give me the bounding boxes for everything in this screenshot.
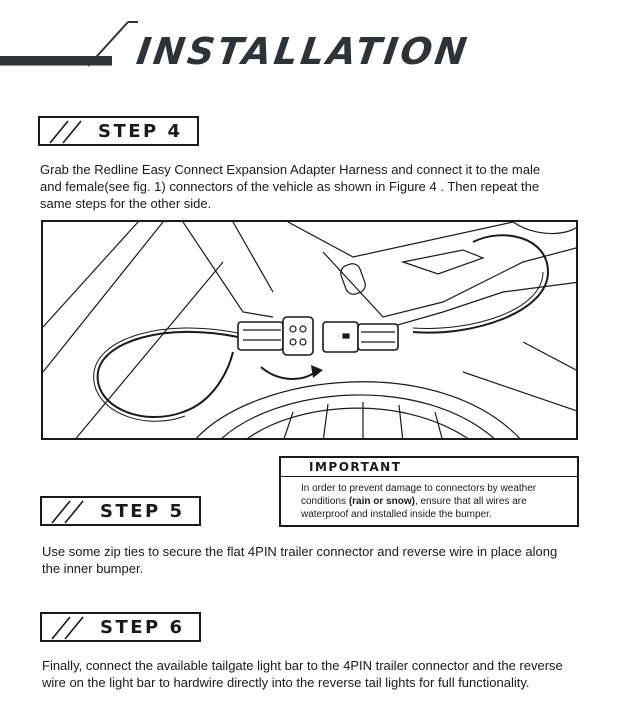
step-5-box (40, 496, 201, 526)
step-4-text: Grab the Redline Easy Connect Expansion Adapter Harness and connect it to the male and female(see fig. 1) connectors of the vehicle as shown in Figure 4 . Then repeat the same steps for the other side. (40, 162, 541, 211)
step-4-label: STEP 4 (98, 121, 183, 142)
step-6-text: Finally, connect the available tailgate light bar to the 4PIN trailer connector and the reverse wire on the light bar to hardwire directly into the reverse tail lights for full functionality. (42, 658, 563, 690)
page-title: INSTALLATION (134, 30, 473, 73)
important-notice (279, 456, 579, 527)
important-title: IMPORTANT (281, 458, 577, 477)
important-text-bold: (rain or snow) (348, 496, 415, 507)
slash-icon (48, 120, 90, 144)
important-text-part1: In order to prevent damage to connectors by weather conditions (301, 483, 537, 507)
step-6-box (40, 612, 201, 642)
important-text-part2: , ensure that all wires are waterproof and installed inside the bumper. (301, 496, 527, 520)
header-slash-decoration (0, 0, 140, 80)
slash-icon (50, 616, 92, 640)
step-4-box (38, 116, 199, 146)
step-6-label: STEP 6 (100, 617, 185, 638)
step-5-text: Use some zip ties to secure the flat 4PIN trailer connector and reverse wire in place along the inner bumper. (42, 544, 558, 576)
connector-installation-illustration (43, 222, 578, 440)
slash-icon (50, 500, 92, 524)
step-5-label: STEP 5 (100, 501, 185, 522)
important-text (281, 477, 577, 521)
figure-4-illustration (41, 220, 578, 440)
